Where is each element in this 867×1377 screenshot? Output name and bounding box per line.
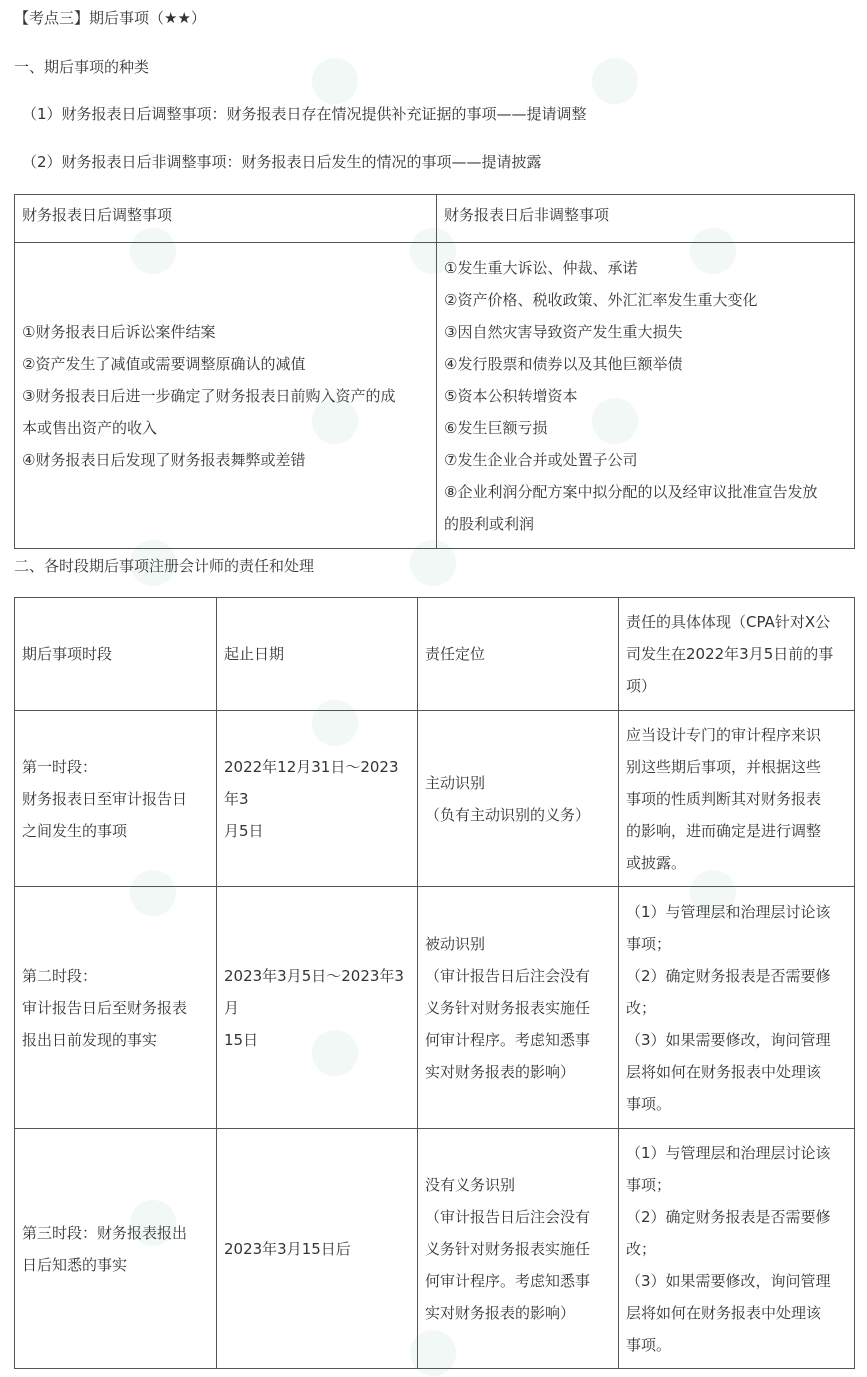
dates-cell: 2022年12月31日～2023年3 月5日	[217, 711, 418, 887]
list-item: ②资产价格、税收政策、外汇汇率发生重大变化	[444, 290, 758, 309]
event-types-table	[14, 194, 855, 549]
paragraph: （1）财务报表日后调整事项：财务报表日存在情况提供补充证据的事项——提请调整	[22, 105, 587, 123]
list-item: 本或售出资产的收入	[22, 418, 158, 437]
table-header-row	[15, 598, 855, 711]
table-row	[15, 711, 855, 887]
list-item: ⑥发生巨额亏损	[444, 418, 548, 437]
table-header: 财务报表日后非调整事项	[437, 195, 855, 243]
table-header: 起止日期	[217, 598, 418, 711]
list-item: ④财务报表日后发现了财务报表舞弊或差错	[22, 450, 306, 469]
section-heading: 一、期后事项的种类	[14, 58, 150, 76]
section-heading: 二、各时段期后事项注册会计师的责任和处理	[14, 557, 315, 575]
list-item: ①财务报表日后诉讼案件结案	[22, 322, 216, 341]
dates-cell: 2023年3月15日后	[217, 1129, 418, 1369]
responsibility-cell: 没有义务识别 （审计报告日后注会没有 义务针对财务报表实施任 何审计程序。考虑知悉事 实对财务报表的影响）	[418, 1129, 619, 1369]
list-item: ④发行股票和债券以及其他巨额举债	[444, 354, 683, 373]
table-header: 责任的具体体现（CPA针对X公 司发生在2022年3月5日前的事 项）	[619, 598, 855, 711]
adjusting-events-cell	[15, 243, 437, 549]
dates-cell: 2023年3月5日～2023年3月 15日	[217, 887, 418, 1129]
non-adjusting-events-cell	[437, 243, 855, 549]
table-header: 期后事项时段	[15, 598, 217, 711]
period-cell: 第二时段： 审计报告日后至财务报表 报出日前发现的事实	[15, 887, 217, 1129]
list-item: ⑧企业利润分配方案中拟分配的以及经审议批准宣告发放	[444, 482, 818, 501]
detail-cell: 应当设计专门的审计程序来识 别这些期后事项，并根据这些 事项的性质判断其对财务报表 的影响，进而确定是进行调整 或披露。	[619, 711, 855, 887]
period-cell: 第一时段： 财务报表日至审计报告日 之间发生的事项	[15, 711, 217, 887]
responsibility-cell: 被动识别 （审计报告日后注会没有 义务针对财务报表实施任 何审计程序。考虑知悉事 实对财务报表的影响）	[418, 887, 619, 1129]
watermark-logo	[312, 58, 358, 104]
watermark-logo	[592, 58, 638, 104]
responsibility-cell: 主动识别 （负有主动识别的义务）	[418, 711, 619, 887]
list-item: ③财务报表日后进一步确定了财务报表日前购入资产的成	[22, 386, 396, 405]
table-row	[15, 887, 855, 1129]
detail-cell: （1）与管理层和治理层讨论该 事项； （2）确定财务报表是否需要修 改； （3）如果需要修改，询问管理 层将如何在财务报表中处理该 事项。	[619, 887, 855, 1129]
detail-cell: （1）与管理层和治理层讨论该 事项； （2）确定财务报表是否需要修 改； （3）如果需要修改，询问管理 层将如何在财务报表中处理该 事项。	[619, 1129, 855, 1369]
list-item: ⑦发生企业合并或处置子公司	[444, 450, 638, 469]
list-item: ①发生重大诉讼、仲裁、承诺	[444, 258, 638, 277]
period-cell: 第三时段：财务报表报出 日后知悉的事实	[15, 1129, 217, 1369]
paragraph: （2）财务报表日后非调整事项：财务报表日后发生的情况的事项——提请披露	[22, 153, 542, 171]
page-title: 【考点三】期后事项（★★）	[14, 9, 206, 27]
list-item: 的股利或利润	[444, 514, 535, 533]
list-item: ③因自然灾害导致资产发生重大损失	[444, 322, 683, 341]
table-row	[15, 1129, 855, 1369]
table-header: 财务报表日后调整事项	[15, 195, 437, 243]
list-item: ⑤资本公积转增资本	[444, 386, 578, 405]
table-header: 责任定位	[418, 598, 619, 711]
responsibility-table	[14, 597, 855, 1369]
list-item: ②资产发生了减值或需要调整原确认的减值	[22, 354, 306, 373]
